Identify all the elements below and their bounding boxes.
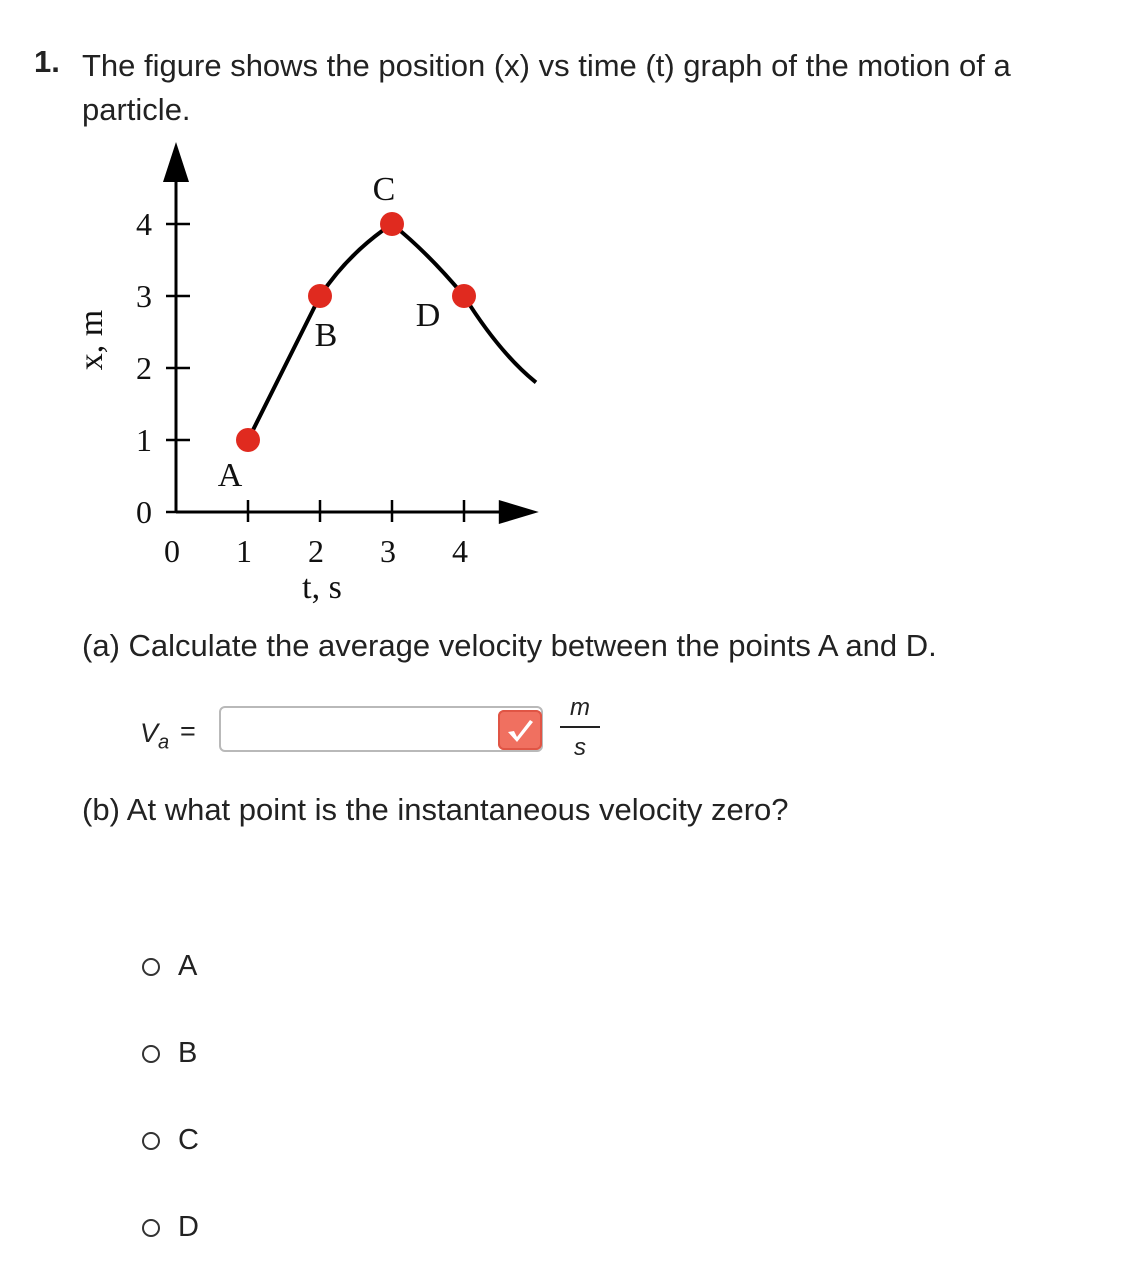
y-tick-label: 3: [136, 278, 152, 314]
radio-icon[interactable]: [142, 1219, 160, 1237]
x-tick-label: 4: [452, 533, 468, 569]
question-text: The figure shows the position (x) vs time (t) graph of the motion of a particle.: [82, 48, 1011, 127]
point-layer: [218, 171, 476, 494]
position-time-graph: [60, 140, 580, 610]
ticks: [136, 206, 468, 569]
x-tick-label: 0: [164, 533, 180, 569]
y-tick-label: 2: [136, 350, 152, 386]
check-answer-button[interactable]: [498, 710, 542, 750]
option-b-label: B: [178, 1037, 198, 1069]
velocity-symbol: V: [140, 718, 159, 748]
point-label-d: D: [415, 297, 441, 334]
option-c[interactable]: [142, 1124, 199, 1157]
y-tick-label: 4: [136, 206, 152, 242]
y-axis-arrow: [163, 142, 189, 182]
point-label-a: A: [217, 457, 243, 494]
y-axis-label: x, m: [73, 309, 110, 371]
unit-numerator: m: [570, 694, 590, 721]
x-tick-label: 1: [236, 533, 252, 569]
curve-layer: [248, 224, 536, 440]
x-axis-label: t, s: [302, 569, 342, 606]
option-a-label: A: [178, 950, 198, 982]
radio-icon[interactable]: [142, 1045, 160, 1063]
part-b-prompt: (b) At what point is the instantaneous velocity zero?: [82, 792, 789, 827]
velocity-unit: [560, 694, 600, 762]
question-number: 1.: [34, 44, 60, 79]
position-curve: [248, 224, 536, 440]
point-c: [380, 212, 404, 236]
point-label-b: B: [314, 317, 338, 354]
point-a: [236, 428, 260, 452]
radio-icon[interactable]: [142, 958, 160, 976]
option-a[interactable]: [142, 950, 197, 983]
checkmark-icon: [505, 717, 535, 743]
point-label-c: C: [372, 171, 396, 208]
point-d: [452, 284, 476, 308]
fraction-bar: [560, 726, 600, 728]
part-a-prompt: (a) Calculate the average velocity between the points A and D.: [82, 628, 937, 663]
option-b[interactable]: [142, 1037, 197, 1070]
x-tick-label: 3: [380, 533, 396, 569]
equals-sign: =: [180, 716, 196, 746]
velocity-variable: [140, 718, 169, 754]
point-b: [308, 284, 332, 308]
x-axis-arrow: [499, 500, 539, 524]
x-tick-label: 2: [308, 533, 324, 569]
velocity-subscript: a: [158, 731, 170, 754]
y-tick-label: 0: [136, 494, 152, 530]
y-tick-label: 1: [136, 422, 152, 458]
radio-icon[interactable]: [142, 1132, 160, 1150]
option-c-label: C: [178, 1124, 199, 1156]
option-d[interactable]: [142, 1211, 199, 1244]
unit-denominator: s: [574, 734, 586, 761]
option-d-label: D: [178, 1211, 199, 1243]
velocity-answer-input[interactable]: [219, 706, 543, 752]
